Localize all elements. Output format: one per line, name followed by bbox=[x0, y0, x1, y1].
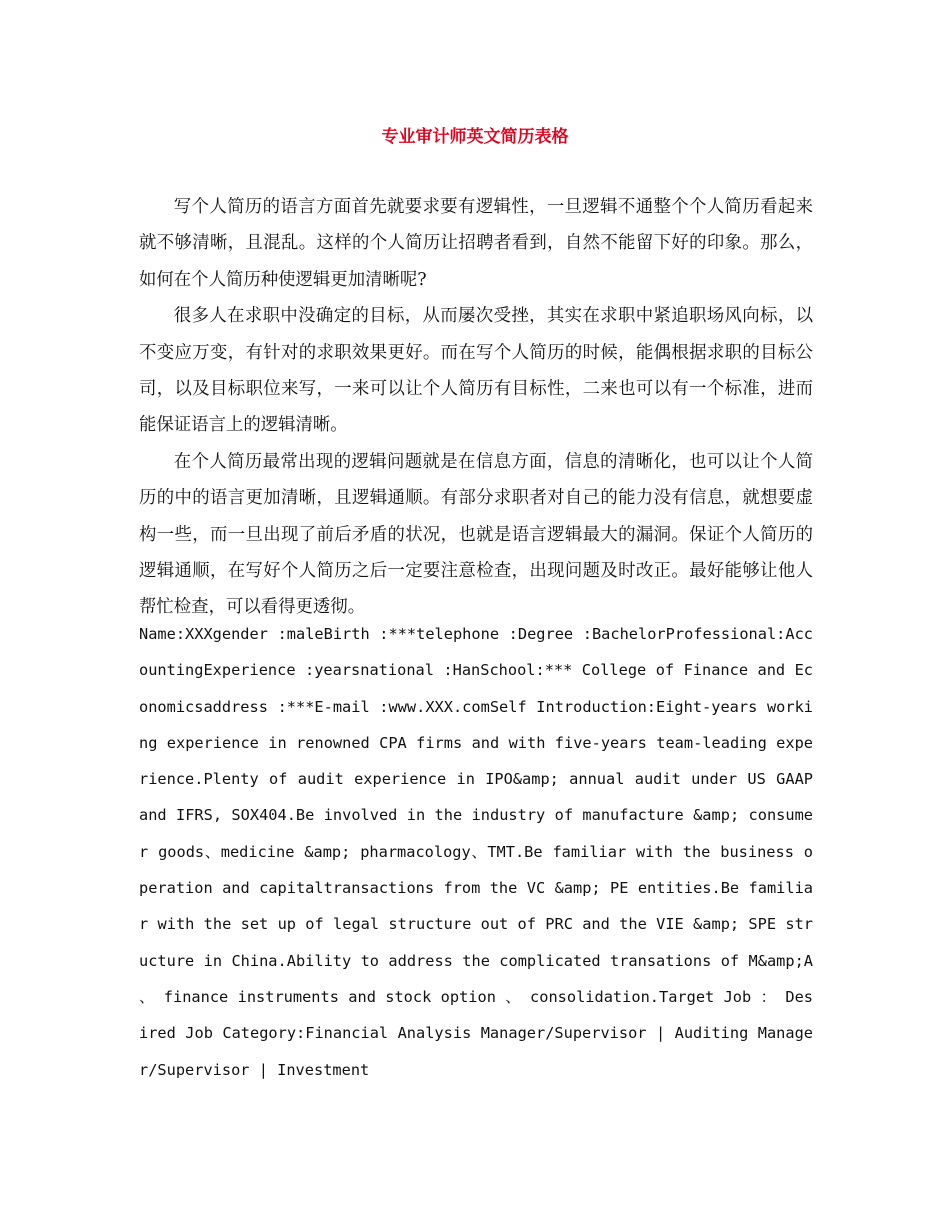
english-resume-text: Name:XXXgender :maleBirth :***telephone :Degree :BachelorProfessional:AccountingExperience :yearsnational :HanSchool:*** College of Finance and Economicsaddress :***E-mail :www.XXX.comSelf Introduction:Eight-years working experience in renowned CPA firms and with five-years team-leading experience.Plenty of audit experience in IPO&amp; annual audit under US GAAP and IFRS, SOX404.Be involved in the industry of manufacture &amp; consumer goods、medicine &amp; pharmacology、TMT.Be familiar with the business operation and capitaltransactions from the VC &amp; PE entities.Be familiar with the set up of legal structure out of PRC and the VIE &amp; SPE structure in China.Ability to address the complicated transations of M&amp;A 、 finance instruments and stock option 、 consolidation.Target Job ： Desired Job Category:Financial Analysis Manager/Supervisor | Auditing Manager/Supervisor | Investment bbox=[139, 625, 813, 1079]
paragraph: 很多人在求职中没确定的目标，从而屡次受挫，其实在求职中紧追职场风向标，以不变应万变，有针对的求职效果更好。而在写个人简历的时候，能偶根据求职的目标公司，以及目标职位来写，一来可以让个人简历有目标性，二来也可以有一个标准，进而能保证语言上的逻辑清晰。 bbox=[139, 306, 813, 436]
paragraph: 在个人简历最常出现的逻辑问题就是在信息方面，信息的清晰化，也可以让个人简历的中的语言更加清晰，且逻辑通顺。有部分求职者对自己的能力没有信息，就想要虚构一些，而一旦出现了前后矛盾的状况，也就是语言逻辑最大的漏洞。保证个人简历的逻辑通顺，在写好个人简历之后一定要注意检查，出现问题及时改正。最好能够让他人帮忙检查，可以看得更透彻。 bbox=[139, 451, 813, 618]
document-body bbox=[139, 189, 813, 626]
paragraph: 写个人简历的语言方面首先就要求要有逻辑性，一旦逻辑不通整个个人简历看起来就不够清晰，且混乱。这样的个人简历让招聘者看到，自然不能留下好的印象。那么，如何在个人简历种使逻辑更加清晰呢? bbox=[139, 197, 813, 290]
document-title: 专业审计师英文简历表格 bbox=[381, 127, 569, 147]
